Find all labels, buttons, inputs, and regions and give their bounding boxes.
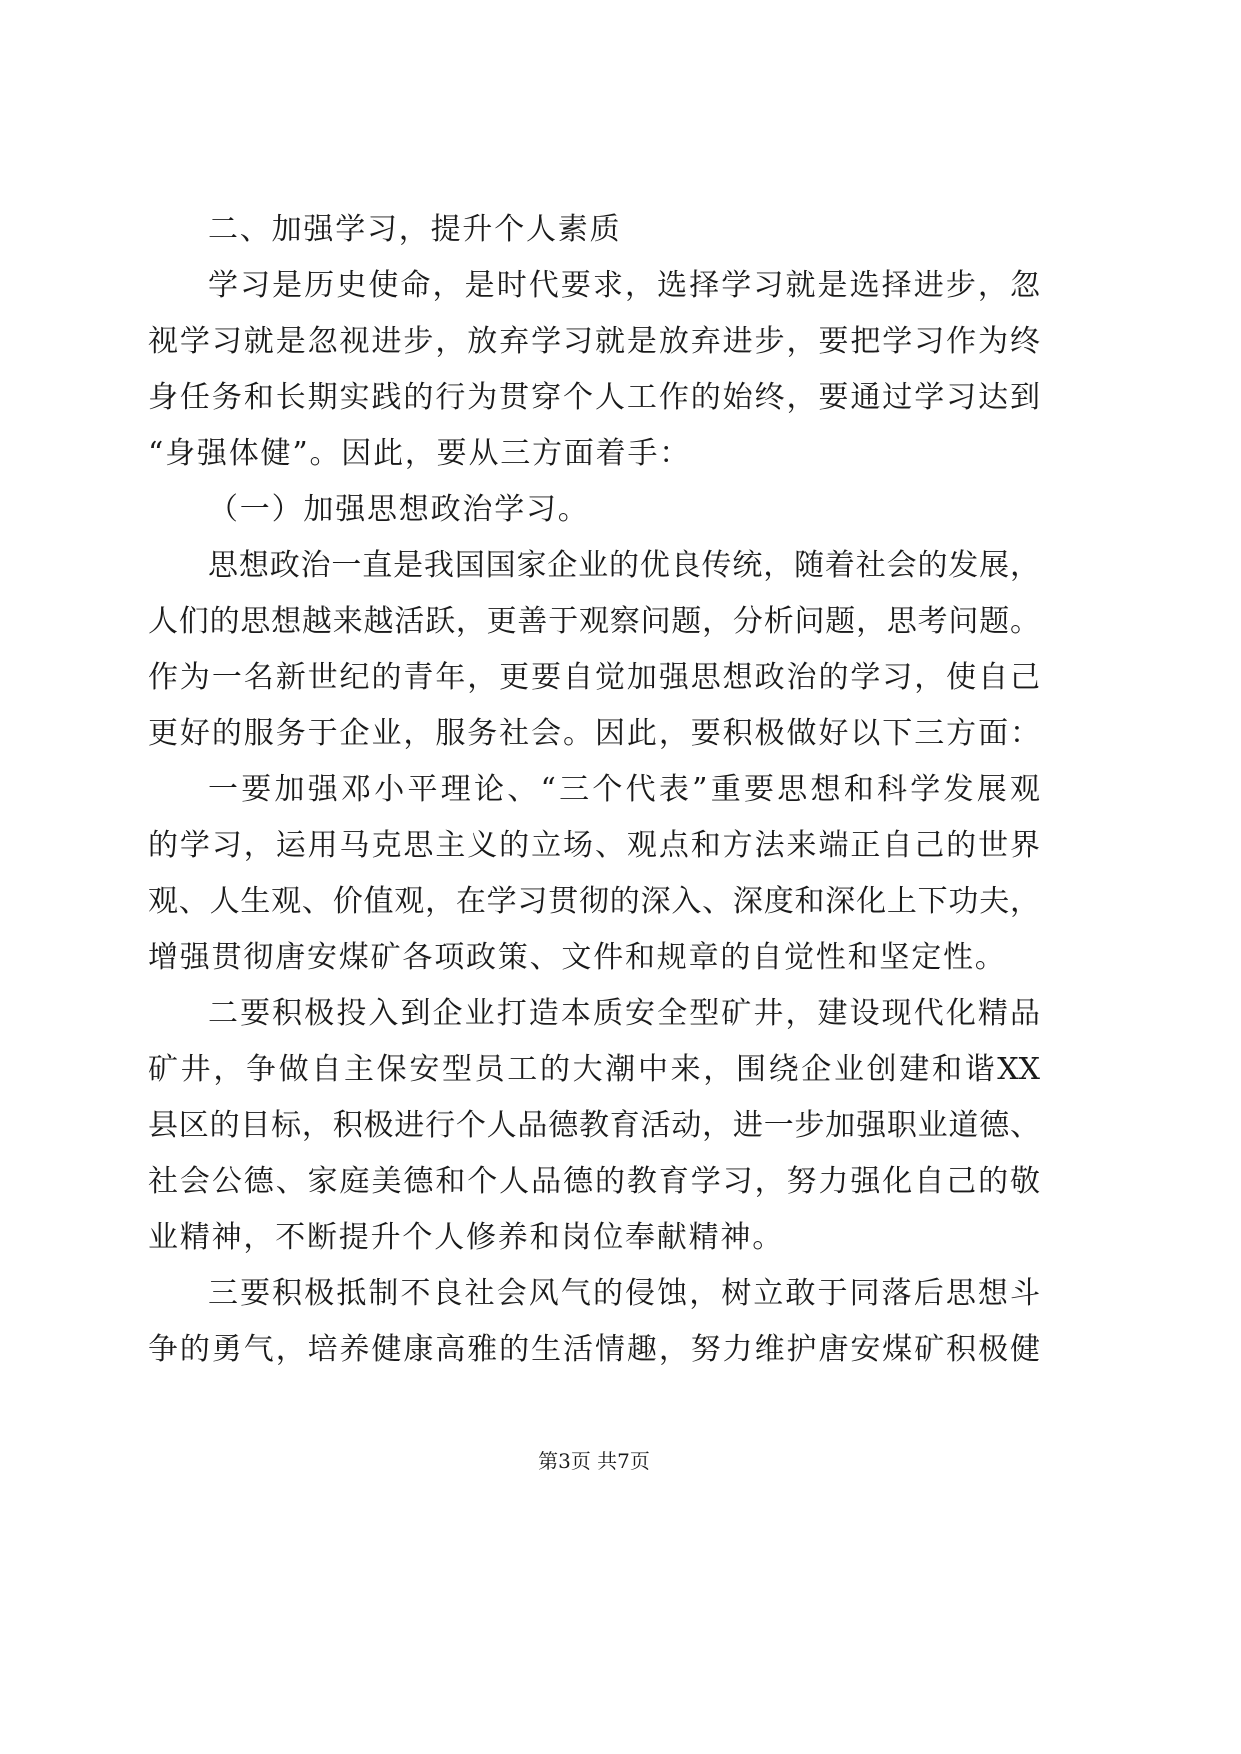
paragraph: [148, 258, 1040, 482]
paragraph-line: 二要积极投入到企业打造本质安全型矿井，建设现代化精品: [208, 996, 1040, 1031]
paragraph-line: 更好的服务于企业，服务社会。因此，要积极做好以下三方面：: [148, 716, 1040, 751]
paragraph: [148, 1266, 1040, 1378]
paragraph-line: 思想政治一直是我国国家企业的优良传统，随着社会的发展，: [208, 548, 1040, 583]
paragraph-line: 观、人生观、价值观，在学习贯彻的深入、深度和深化上下功夫，: [148, 884, 1040, 919]
heading-line: （一）加强思想政治学习。: [208, 492, 590, 527]
paragraph-line: 矿井，争做自主保安型员工的大潮中来，围绕企业创建和谐XX: [148, 1052, 1040, 1087]
paragraph-line: “身强体健”。因此，要从三方面着手：: [148, 436, 692, 471]
paragraph: [148, 986, 1040, 1266]
paragraph-line: 业精神，不断提升个人修养和岗位奉献精神。: [148, 1220, 784, 1255]
paragraph-line: 的学习，运用马克思主义的立场、观点和方法来端正自己的世界: [148, 828, 1040, 863]
subsection-heading: [148, 482, 1040, 538]
heading-line: 二、加强学习，提升个人素质: [208, 212, 622, 247]
page-number-footer: 第3页 共7页: [538, 1449, 650, 1473]
paragraph-line: 县区的目标，积极进行个人品德教育活动，进一步加强职业道德、: [148, 1108, 1040, 1143]
paragraph: [148, 762, 1040, 986]
paragraph-line: 作为一名新世纪的青年，更要自觉加强思想政治的学习，使自己: [148, 660, 1040, 695]
paragraph-line: 学习是历史使命，是时代要求，选择学习就是选择进步，忽: [208, 268, 1040, 303]
paragraph-line: 增强贯彻唐安煤矿各项政策、文件和规章的自觉性和坚定性。: [148, 940, 1007, 975]
paragraph: [148, 538, 1040, 762]
paragraph-line: 一要加强邓小平理论、“三个代表”重要思想和科学发展观: [208, 772, 1040, 807]
document-body: [148, 202, 1040, 1378]
paragraph-line: 三要积极抵制不良社会风气的侵蚀，树立敢于同落后思想斗: [208, 1276, 1040, 1311]
paragraph-line: 视学习就是忽视进步，放弃学习就是放弃进步，要把学习作为终: [148, 324, 1040, 359]
paragraph-line: 身任务和长期实践的行为贯穿个人工作的始终，要通过学习达到: [148, 380, 1040, 415]
paragraph-line: 争的勇气，培养健康高雅的生活情趣，努力维护唐安煤矿积极健: [148, 1332, 1040, 1367]
section-heading: [148, 202, 1040, 258]
paragraph-line: 社会公德、家庭美德和个人品德的教育学习，努力强化自己的敬: [148, 1164, 1040, 1199]
paragraph-line: 人们的思想越来越活跃，更善于观察问题，分析问题，思考问题。: [148, 604, 1040, 639]
